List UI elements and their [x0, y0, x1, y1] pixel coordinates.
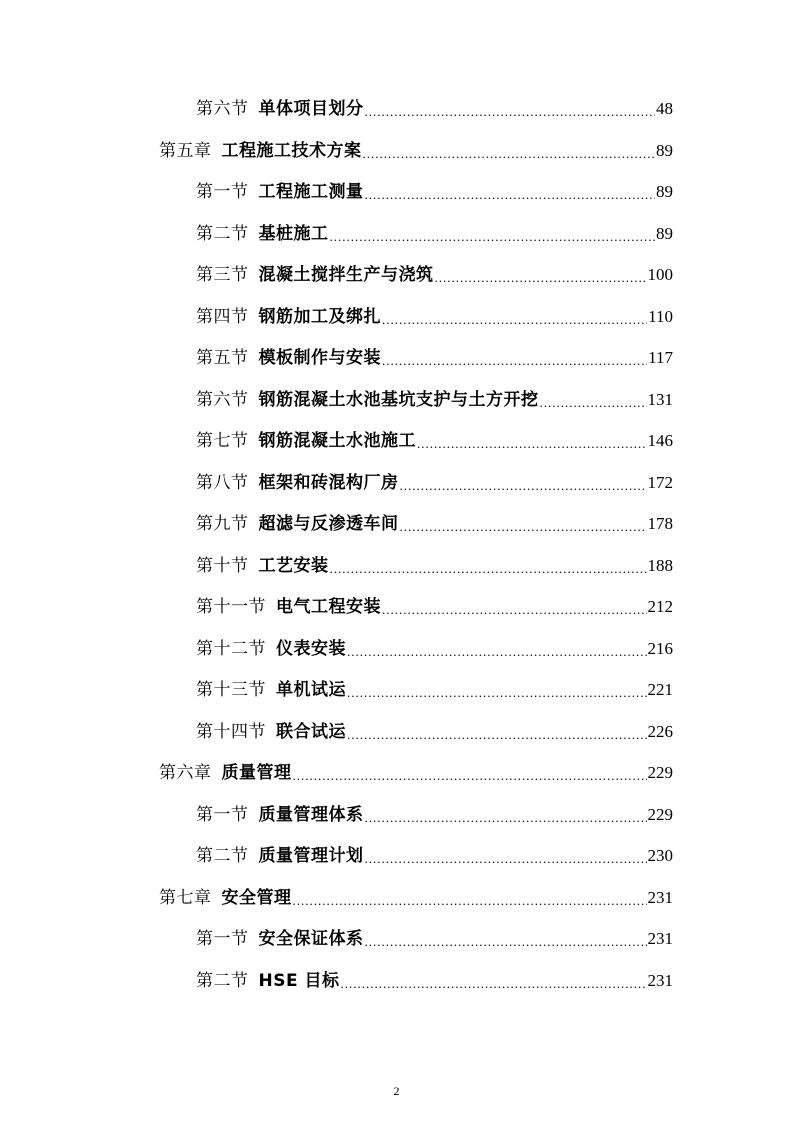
- toc-entry[interactable]: [196, 719, 673, 745]
- toc-entry-page: 230: [647, 846, 673, 865]
- toc-entry[interactable]: [196, 843, 673, 869]
- toc-entry-title: 超滤与反渗透车间: [258, 514, 399, 534]
- toc-entry-title: 质量管理体系: [258, 805, 364, 825]
- toc-entry-page: 146: [647, 431, 673, 450]
- toc-entry[interactable]: [196, 968, 673, 994]
- toc-entry-title: 电气工程安装: [276, 597, 381, 617]
- toc-leader-dots: [400, 511, 647, 537]
- toc-leader-dots: [365, 96, 656, 122]
- toc-entry-label: 第十三节: [196, 680, 266, 700]
- toc-entry-title: 框架和砖混构厂房: [258, 473, 399, 493]
- toc-entry-title: 钢筋加工及绑扎: [258, 307, 381, 327]
- toc-entry-title: 基桩施工: [258, 224, 329, 244]
- toc-entry-page: 231: [647, 929, 673, 948]
- toc-entry-title: 钢筋混凝土水池基坑支护与土方开挖: [258, 390, 539, 410]
- toc-entry-page: 89: [656, 141, 673, 160]
- toc-leader-dots: [382, 304, 647, 330]
- toc-entry-title: 工艺安装: [258, 556, 329, 576]
- toc-leader-dots: [382, 594, 647, 620]
- toc-entry-page: 178: [647, 514, 673, 533]
- toc-entry-label: 第十一节: [196, 597, 266, 617]
- toc-entry-page: 231: [647, 888, 673, 907]
- toc-entry-label: 第九节: [196, 514, 249, 534]
- toc-entry-title: 仪表安装: [276, 639, 346, 659]
- toc-leader-dots: [330, 221, 656, 247]
- toc-entry-label: 第二节: [196, 846, 249, 866]
- toc-leader-dots: [365, 802, 647, 828]
- toc-entry-title: 单体项目划分: [258, 99, 364, 119]
- toc-entry-label: 第四节: [196, 307, 249, 327]
- toc-entry-label: 第五章: [159, 141, 212, 161]
- toc-leader-dots: [341, 968, 647, 994]
- toc-leader-dots: [293, 760, 647, 786]
- toc-entry-title: 安全管理: [221, 888, 292, 908]
- toc-entry[interactable]: [196, 387, 673, 413]
- toc-entry[interactable]: [196, 221, 673, 247]
- toc-entry[interactable]: [196, 511, 673, 537]
- toc-leader-dots: [417, 428, 647, 454]
- toc-entry[interactable]: [196, 553, 673, 579]
- toc-leader-dots: [347, 677, 647, 703]
- toc-entry-title: 联合试运: [276, 722, 346, 742]
- toc-entry[interactable]: [196, 802, 673, 828]
- toc-entry[interactable]: [196, 428, 673, 454]
- toc-entry-title: 安全保证体系: [258, 929, 364, 949]
- toc-entry-page: 131: [647, 390, 673, 409]
- toc-entry[interactable]: [196, 262, 673, 288]
- toc-entry-title: 钢筋混凝土水池施工: [258, 431, 416, 451]
- toc-entry-page: 89: [656, 182, 673, 201]
- toc-entry[interactable]: [196, 345, 673, 371]
- toc-entry-title: 工程施工技术方案: [221, 141, 362, 161]
- toc-entry-page: 110: [648, 307, 673, 326]
- toc-entry-page: 172: [647, 473, 673, 492]
- toc-entry-page: 48: [656, 99, 673, 118]
- toc-entry-label: 第二节: [196, 224, 249, 244]
- toc-entry-title: 模板制作与安装: [258, 348, 381, 368]
- toc-entry[interactable]: [196, 926, 673, 952]
- toc-entry-page: 231: [647, 971, 673, 990]
- toc-entry-page: 216: [647, 639, 673, 658]
- toc-entry[interactable]: [196, 594, 673, 620]
- toc-leader-dots: [365, 179, 656, 205]
- toc-entry-title: 单机试运: [276, 680, 346, 700]
- toc-entry-label: 第十节: [196, 556, 249, 576]
- toc-entry-chapter[interactable]: [159, 760, 673, 786]
- toc-entry-page: 100: [647, 265, 673, 284]
- toc-entry-title: 混凝土搅拌生产与浇筑: [258, 265, 434, 285]
- toc-entry-page: 221: [647, 680, 673, 699]
- toc-entry[interactable]: [196, 677, 673, 703]
- toc-entry-page: 89: [656, 224, 673, 243]
- toc-entry-page: 188: [647, 556, 673, 575]
- toc-entry[interactable]: [196, 470, 673, 496]
- toc-leader-dots: [293, 885, 647, 911]
- toc-entry-label: 第五节: [196, 348, 249, 368]
- toc-entry-title: HSE 目标: [258, 971, 340, 991]
- toc-entry-label: 第二节: [196, 971, 249, 991]
- toc-leader-dots: [365, 843, 647, 869]
- toc-entry-label: 第一节: [196, 182, 249, 202]
- toc-entry-label: 第一节: [196, 929, 249, 949]
- toc-entry-label: 第八节: [196, 473, 249, 493]
- toc-leader-dots: [330, 553, 647, 579]
- toc-entry-title: 质量管理计划: [258, 846, 364, 866]
- toc-leader-dots: [363, 138, 656, 164]
- toc-entry-label: 第六章: [159, 763, 212, 783]
- toc-entry-page: 117: [648, 348, 673, 367]
- toc-leader-dots: [382, 345, 647, 371]
- toc-leader-dots: [435, 262, 647, 288]
- toc-entry-label: 第一节: [196, 805, 249, 825]
- toc-entry[interactable]: [196, 636, 673, 662]
- toc-entry-label: 第六节: [196, 99, 249, 119]
- toc-leader-dots: [540, 387, 647, 413]
- toc-entry-chapter[interactable]: [159, 138, 673, 164]
- toc-entry-label: 第七节: [196, 431, 249, 451]
- toc-entry[interactable]: [196, 179, 673, 205]
- toc-leader-dots: [365, 926, 647, 952]
- toc-entry-label: 第十二节: [196, 639, 266, 659]
- toc-entry-label: 第六节: [196, 390, 249, 410]
- toc-entry-chapter[interactable]: [159, 885, 673, 911]
- toc-entry-page: 212: [647, 597, 673, 616]
- toc-entry-page: 229: [647, 763, 673, 782]
- toc-entry-title: 工程施工测量: [258, 182, 364, 202]
- toc-entry-page: 226: [647, 722, 673, 741]
- toc-entry-page: 229: [647, 805, 673, 824]
- toc-entry-label: 第十四节: [196, 722, 266, 742]
- toc-entry-title: 质量管理: [221, 763, 292, 783]
- toc-entry[interactable]: [196, 304, 673, 330]
- toc-leader-dots: [347, 636, 647, 662]
- page-number: 2: [393, 1084, 400, 1098]
- toc-entry-label: 第七章: [159, 888, 212, 908]
- toc-leader-dots: [347, 719, 647, 745]
- toc-leader-dots: [400, 470, 647, 496]
- toc-entry-label: 第三节: [196, 265, 249, 285]
- toc-entry[interactable]: [196, 96, 673, 122]
